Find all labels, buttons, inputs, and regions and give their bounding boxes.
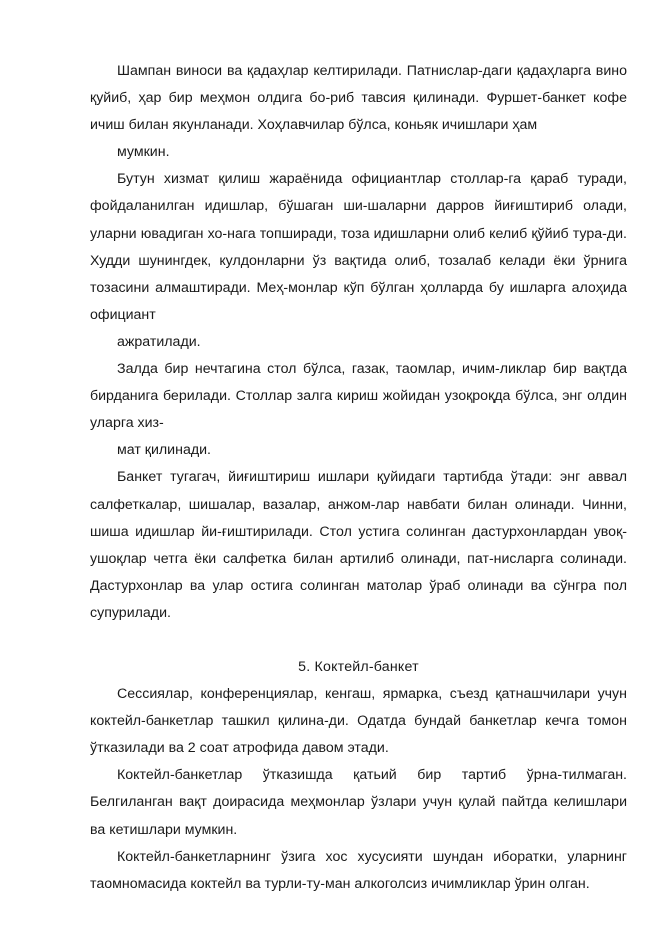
paragraph-continuation: мумкин. — [117, 144, 170, 161]
paragraph-continuation: мат қилинади. — [117, 442, 211, 459]
paragraph: Шампан виноси ва қадаҳлар келтирилади. Патнислар-даги қадаҳларга вино қуйиб, ҳар бир меҳмон олдига бо-риб тавсия қилинади. Фуршет-банкет кофе ичиш билан якунланади. Хоҳлавчилар бўлса, коньяк ичишлари ҳам — [90, 63, 627, 134]
paragraph: Бутун хизмат қилиш жараёнида официантлар столлар-га қараб туради, фойдаланилган идишлар, бўшаган ши-шаларни дарров йиғиштириб олади, уларни ювадиган хо-нага топширади, тоза идишларни олиб келиб қўйиб тура-ди. Худди шунингдек, кулдонларни ўз вақтида олиб, тозалаб келади ёки ўрнига тозасини алмаштиради. Меҳ-монлар кўп бўлган ҳолларда бу ишларга алоҳида официант — [90, 171, 627, 323]
paragraph: Сессиялар, конференциялар, кенгаш, ярмарка, съезд қатнашчилари учун коктейл-банкетлар ташкил қилина-ди. Одатда бундай банкетлар кечга томон ўтказилади ва 2 соат атрофида давом этади. — [90, 686, 627, 757]
paragraph-continuation: ажратилади. — [117, 333, 201, 350]
section-heading: 5. Коктейл-банкет — [298, 658, 419, 675]
document-page — [90, 58, 627, 898]
paragraph: Залда бир нечтагина стол бўлса, газак, таомлар, ичим-ликлар бир вақтда бирданига берилади. Столлар залга кириш жойидан узоқроқда бўлса, энг олдин уларга хиз- — [90, 361, 627, 432]
paragraph: Банкет тугагач, йиғиштириш ишлари қуйидаги тартибда ўтади: энг аввал салфеткалар, шишалар, вазалар, анжом-лар навбати билан олинади. Чинни, шиша идишлар йи-ғиштирилади. Стол устига солинган дастурхонлардан увоқ-ушоқлар четга ёки салфетка билан артилиб олинади, пат-нисларга солинади. Дастурхонлар ва улар остига солинган матолар ўраб олинади ва сўнгра пол супурилади. — [90, 469, 627, 621]
paragraph: Коктейл-банкетларнинг ўзига хос хусусияти шундан иборатки, уларнинг таомномасида коктейл ва турли-ту-ман алкоголсиз ичимликлар ўрин олган. — [90, 848, 627, 892]
paragraph: Коктейл-банкетлар ўтказишда қатьий бир тартиб ўрна-тилмаган. Белгиланган вақт доирасида меҳмонлар ўзлари учун қулай пайтда келишлари ва кетишлари мумкин. — [90, 767, 627, 838]
